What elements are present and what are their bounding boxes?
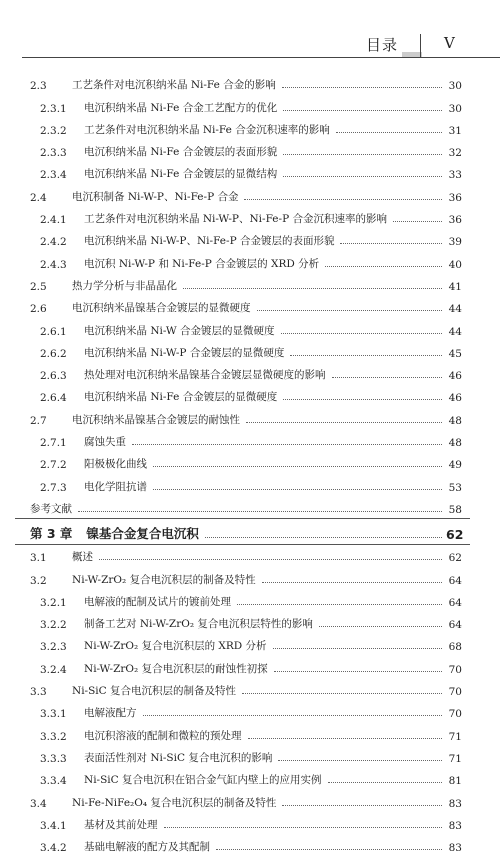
toc-entry-title: 电沉积溶液的配制和微粒的预处理 — [84, 729, 242, 742]
toc-entry[interactable] — [30, 382, 462, 404]
toc-entry[interactable] — [30, 471, 462, 493]
toc-entry[interactable] — [30, 587, 462, 609]
toc-entry-number: 3.2.1 — [40, 596, 67, 609]
toc-leader-dots — [283, 110, 442, 111]
toc-entry[interactable] — [30, 404, 462, 426]
toc-entry-title: 电沉积纳米晶镍基合金镀层的耐蚀性 — [72, 413, 240, 426]
toc-entry-number: 2.4 — [30, 191, 47, 204]
toc-entry-page: 70 — [448, 708, 462, 721]
toc-entry[interactable] — [30, 115, 462, 137]
toc-entry-page: 41 — [448, 280, 462, 293]
toc-chapter-entry[interactable] — [30, 516, 462, 542]
toc-leader-dots — [283, 399, 442, 400]
toc-entry-title: 电沉积纳米晶 Ni-Fe 合金工艺配方的优化 — [84, 101, 278, 114]
toc-entry-number: 2.7.2 — [40, 459, 67, 472]
toc-entry-page: 58 — [448, 503, 462, 516]
toc-entry[interactable] — [30, 181, 462, 203]
toc-entry-page: 64 — [448, 596, 462, 609]
toc-entry[interactable] — [30, 564, 462, 586]
toc-entry-number: 2.3.3 — [40, 147, 67, 160]
toc-entry-title: Ni-W-ZrO₂ 复合电沉积层的制备及特性 — [72, 573, 256, 586]
toc-entry-title: 电沉积纳米晶 Ni-W 合金镀层的显微硬度 — [84, 324, 275, 337]
toc-leader-dots — [290, 355, 442, 356]
toc-entry-number: 2.6 — [30, 303, 47, 316]
toc-leader-dots — [132, 444, 442, 445]
toc-leader-dots — [78, 511, 442, 512]
toc-entry[interactable] — [30, 271, 462, 293]
toc-entry[interactable] — [30, 248, 462, 270]
toc-entry-number: 2.3.1 — [40, 102, 67, 115]
toc-entry-title: 电沉积纳米晶 Ni-W-P 合金镀层的显微硬度 — [84, 346, 285, 359]
toc-entry-title: 热处理对电沉积纳米晶镍基合金镀层显微硬度的影响 — [84, 369, 326, 382]
toc-entry-page: 64 — [448, 574, 462, 587]
toc-entry-title: 镍基合金复合电沉积 — [86, 525, 199, 541]
toc-entry[interactable] — [30, 631, 462, 653]
toc-entry-title: 表面活性剂对 Ni-SiC 复合电沉积的影响 — [84, 751, 273, 764]
header-page-number: V — [444, 34, 455, 52]
toc-leader-dots — [278, 760, 442, 761]
toc-leader-dots — [246, 422, 442, 423]
toc-entry[interactable] — [30, 787, 462, 809]
toc-leader-dots — [153, 489, 442, 490]
toc-leader-dots — [283, 176, 442, 177]
toc-entry[interactable] — [30, 743, 462, 765]
toc-leader-dots — [183, 288, 442, 289]
toc-leader-dots — [216, 849, 442, 850]
toc-entry-page: 36 — [448, 191, 462, 204]
toc-entry[interactable] — [30, 720, 462, 742]
toc-entry[interactable] — [30, 226, 462, 248]
toc-entry-number: 2.6.3 — [40, 370, 67, 383]
toc-entry-page: 32 — [448, 147, 462, 160]
toc-entry-title: 基础电解液的配方及其配制 — [84, 841, 210, 854]
toc-entry-number: 2.6.2 — [40, 347, 67, 360]
toc-entry-title: 参考文献 — [30, 502, 72, 515]
chapter-rule — [15, 544, 470, 545]
toc-entry[interactable] — [30, 449, 462, 471]
toc-entry[interactable] — [30, 653, 462, 675]
toc-entry-title: 基材及其前处理 — [84, 818, 158, 831]
toc-leader-dots — [319, 626, 442, 627]
toc-entry[interactable] — [30, 338, 462, 360]
toc-entry-page: 44 — [448, 325, 462, 338]
header-title: 目录 — [366, 36, 399, 54]
toc-leader-dots — [328, 782, 442, 783]
table-of-contents — [30, 70, 462, 854]
toc-entry-title: Ni-Fe-NiFe₂O₄ 复合电沉积层的制备及特性 — [72, 796, 277, 809]
toc-entry-number: 2.4.3 — [40, 258, 67, 271]
toc-entry[interactable] — [30, 137, 462, 159]
toc-leader-dots — [237, 604, 442, 605]
toc-leader-dots — [242, 693, 442, 694]
toc-leader-dots — [164, 827, 443, 828]
toc-entry-number: 3.2.3 — [40, 641, 67, 654]
toc-entry-page: 36 — [448, 214, 462, 227]
toc-entry[interactable] — [30, 698, 462, 720]
toc-entry[interactable] — [30, 293, 462, 315]
toc-entry-title: 电解液配方 — [84, 707, 137, 720]
toc-leader-dots — [205, 537, 442, 538]
toc-entry-title: 电沉积纳米晶 Ni-Fe 合金镀层的显微硬度 — [84, 391, 278, 404]
toc-leader-dots — [282, 805, 442, 806]
toc-entry-number: 2.7.3 — [40, 481, 67, 494]
toc-leader-dots — [248, 738, 443, 739]
toc-leader-dots — [274, 671, 442, 672]
toc-entry-title: 概述 — [72, 551, 93, 564]
toc-entry[interactable] — [30, 542, 462, 564]
toc-entry-title: 腐蚀失重 — [84, 436, 126, 449]
toc-entry-number: 2.4.2 — [40, 236, 67, 249]
toc-entry-title: 工艺条件对电沉积纳米晶 Ni-Fe 合金沉积速率的影响 — [84, 123, 330, 136]
toc-entry-page: 30 — [448, 80, 462, 93]
page-header — [0, 0, 500, 62]
toc-entry-page: 71 — [448, 730, 462, 743]
header-divider — [420, 34, 421, 57]
toc-entry-number: 3.4.1 — [40, 819, 67, 832]
toc-entry-title: 工艺条件对电沉积纳米晶 Ni-W-P、Ni-Fe-P 合金沉积速率的影响 — [84, 213, 387, 226]
toc-entry-number: 3.3.2 — [40, 730, 67, 743]
toc-entry-number: 2.6.1 — [40, 325, 67, 338]
toc-entry-page: 39 — [448, 236, 462, 249]
toc-entry-number: 2.3.2 — [40, 124, 67, 137]
toc-entry-number: 2.7.1 — [40, 437, 67, 450]
toc-entry-title: Ni-SiC 复合电沉积在铝合金气缸内壁上的应用实例 — [84, 774, 322, 787]
toc-entry-page: 40 — [448, 258, 462, 271]
toc-entry-page: 71 — [448, 752, 462, 765]
toc-entry-page: 83 — [448, 819, 462, 832]
toc-entry-title: 电解液的配制及试片的镀前处理 — [84, 595, 231, 608]
toc-leader-dots — [332, 377, 443, 378]
toc-entry-number: 3.3.1 — [40, 708, 67, 721]
toc-entry[interactable] — [30, 810, 462, 832]
toc-leader-dots — [244, 199, 442, 200]
toc-leader-dots — [99, 559, 442, 560]
toc-leader-dots — [325, 266, 442, 267]
toc-entry-number: 2.3.4 — [40, 169, 67, 182]
toc-entry[interactable] — [30, 92, 462, 114]
toc-entry-title: 工艺条件对电沉积纳米晶 Ni-Fe 合金的影响 — [72, 79, 276, 92]
toc-leader-dots — [153, 466, 442, 467]
toc-entry-title: 热力学分析与非晶晶化 — [72, 279, 177, 292]
toc-entry[interactable] — [30, 609, 462, 631]
toc-entry-page: 46 — [448, 370, 462, 383]
toc-entry[interactable] — [30, 832, 462, 854]
toc-entry-number: 3.2.2 — [40, 619, 67, 632]
toc-entry-page: 53 — [448, 481, 462, 494]
toc-leader-dots — [336, 132, 442, 133]
chapter-rule — [15, 518, 470, 519]
toc-entry-page: 70 — [448, 686, 462, 699]
toc-leader-dots — [262, 582, 442, 583]
toc-entry-page: 62 — [448, 552, 462, 565]
toc-leader-dots — [340, 243, 442, 244]
header-rule — [22, 57, 500, 58]
toc-entry-number: 2.5 — [30, 280, 47, 293]
toc-entry-page: 31 — [448, 124, 462, 137]
toc-leader-dots — [283, 154, 442, 155]
toc-entry-number: 3.3.3 — [40, 752, 67, 765]
toc-entry-page: 62 — [446, 526, 464, 542]
toc-entry[interactable] — [30, 70, 462, 92]
toc-entry[interactable] — [30, 315, 462, 337]
toc-leader-dots — [393, 221, 442, 222]
toc-leader-dots — [282, 87, 442, 88]
toc-entry-number: 第 3 章 — [30, 525, 73, 541]
toc-entry-number: 3.4.2 — [40, 842, 67, 854]
toc-entry-title: 制备工艺对 Ni-W-ZrO₂ 复合电沉积层特性的影响 — [84, 618, 313, 631]
toc-entry-page: 70 — [448, 663, 462, 676]
toc-entry-number: 2.3 — [30, 80, 47, 93]
toc-leader-dots — [273, 648, 442, 649]
toc-entry-page: 44 — [448, 303, 462, 316]
toc-entry-page: 83 — [448, 797, 462, 810]
toc-entry-page: 49 — [448, 459, 462, 472]
toc-entry-title: Ni-W-ZrO₂ 复合电沉积层的耐蚀性初探 — [84, 662, 268, 675]
toc-entry-number: 3.3.4 — [40, 775, 67, 788]
toc-entry-title: 电沉积 Ni-W-P 和 Ni-Fe-P 合金镀层的 XRD 分析 — [84, 257, 320, 270]
toc-entry-title: 电化学阻抗谱 — [84, 480, 147, 493]
toc-entry-number: 2.4.1 — [40, 214, 67, 227]
toc-entry-page: 68 — [448, 641, 462, 654]
toc-entry-title: 阳极极化曲线 — [84, 458, 147, 471]
toc-entry-title: 电沉积纳米晶 Ni-Fe 合金镀层的显微结构 — [84, 168, 278, 181]
toc-leader-dots — [281, 333, 443, 334]
toc-entry[interactable] — [30, 427, 462, 449]
toc-entry-number: 3.2.4 — [40, 663, 67, 676]
toc-entry-page: 30 — [448, 102, 462, 115]
toc-entry-title: Ni-SiC 复合电沉积层的制备及特性 — [72, 685, 237, 698]
toc-entry[interactable] — [30, 765, 462, 787]
toc-entry-page: 81 — [448, 775, 462, 788]
toc-entry-title: 电沉积制备 Ni-W-P、Ni-Fe-P 合金 — [72, 190, 239, 203]
toc-entry[interactable] — [30, 204, 462, 226]
toc-entry-number: 3.4 — [30, 797, 47, 810]
toc-entry[interactable] — [30, 360, 462, 382]
toc-entry-title: Ni-W-ZrO₂ 复合电沉积层的 XRD 分析 — [84, 640, 267, 653]
toc-entry-number: 3.1 — [30, 552, 47, 565]
toc-entry-page: 33 — [448, 169, 462, 182]
toc-entry-number: 3.2 — [30, 574, 47, 587]
toc-entry-page: 48 — [448, 437, 462, 450]
toc-entry-page: 83 — [448, 842, 462, 854]
toc-entry-title: 电沉积纳米晶 Ni-Fe 合金镀层的表面形貌 — [84, 146, 278, 159]
toc-entry-title: 电沉积纳米晶镍基合金镀层的显微硬度 — [72, 302, 251, 315]
toc-entry-page: 64 — [448, 619, 462, 632]
toc-entry[interactable] — [30, 676, 462, 698]
toc-entry-page: 46 — [448, 392, 462, 405]
toc-entry-page: 48 — [448, 414, 462, 427]
toc-entry-number: 3.3 — [30, 686, 47, 699]
toc-entry-number: 2.7 — [30, 414, 47, 427]
toc-leader-dots — [143, 715, 443, 716]
toc-entry[interactable] — [30, 494, 462, 516]
toc-entry[interactable] — [30, 159, 462, 181]
toc-entry-page: 45 — [448, 347, 462, 360]
toc-leader-dots — [257, 310, 443, 311]
toc-entry-number: 2.6.4 — [40, 392, 67, 405]
toc-entry-title: 电沉积纳米晶 Ni-W-P、Ni-Fe-P 合金镀层的表面形貌 — [84, 235, 335, 248]
